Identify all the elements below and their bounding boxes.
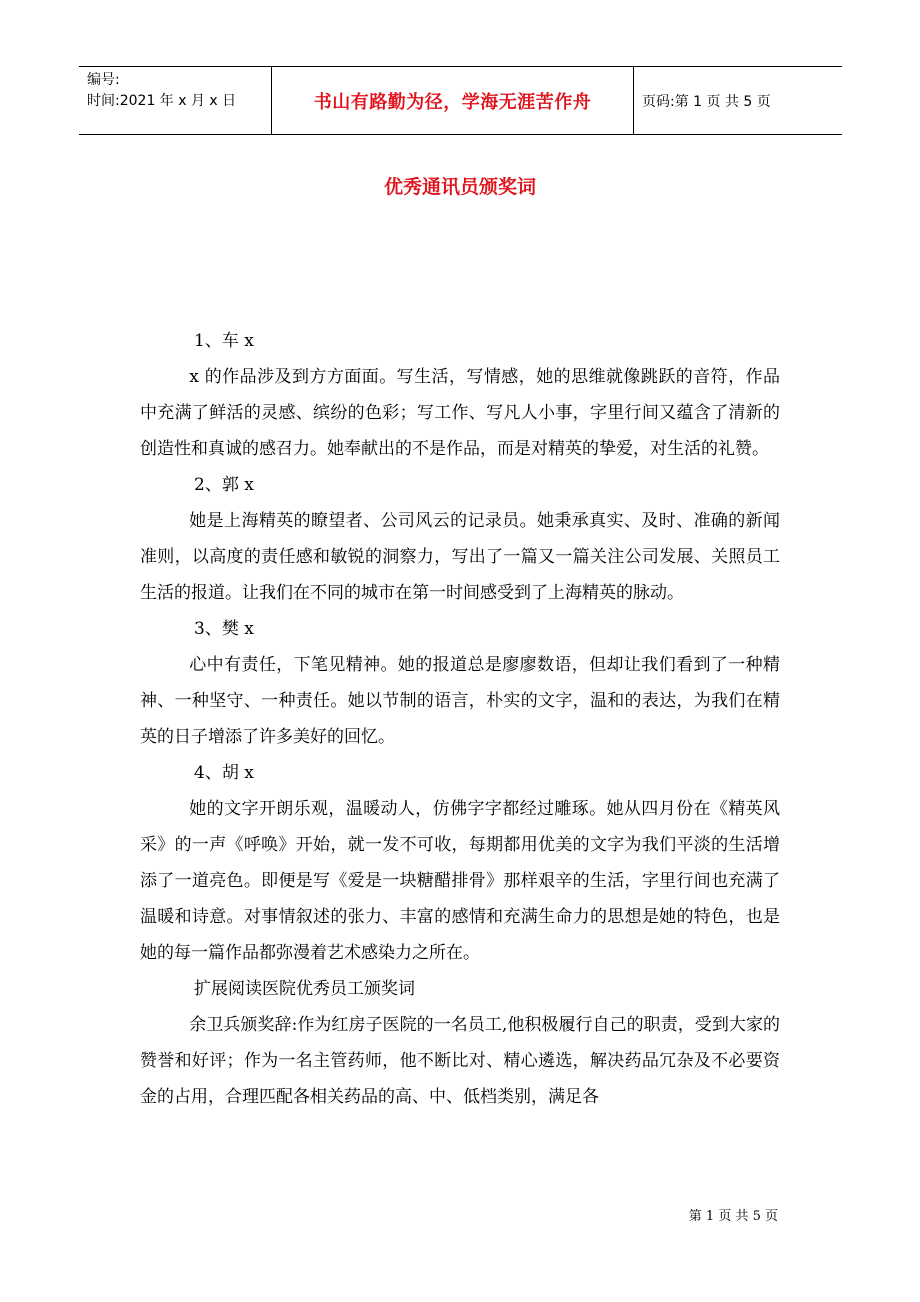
document-body bbox=[140, 323, 780, 1115]
motto-text: 书山有路勤为径，学海无涯苦作舟 bbox=[313, 91, 592, 113]
header-table bbox=[79, 66, 842, 135]
header-motto-cell bbox=[272, 67, 634, 134]
header-page-cell bbox=[634, 67, 842, 134]
page-info: 页码:第 1 页 共 5 页 bbox=[642, 93, 771, 110]
document-title: 优秀通讯员颁奖词 bbox=[383, 176, 536, 198]
section-paragraph-2: 她是上海精英的瞭望者、公司风云的记录员。她秉承真实、及时、准确的新闻准则，以高度的责任感和敏锐的洞察力，写出了一篇又一篇关注公司发展、关照员工生活的报道。让我们在不同的城市在第一时间感受到了上海精英的脉动。 bbox=[140, 511, 780, 603]
section-paragraph-4: 她的文字开朗乐观，温暖动人，仿佛字字都经过雕琢。她从四月份在《精英风采》的一声《呼唤》开始，就一发不可收，每期都用优美的文字为我们平淡的生活增添了一道亮色。即便是写《爱是一块糖醋排骨》那样艰辛的生活，字里行间也充满了温暖和诗意。对事情叙述的张力、丰富的感情和充满生命力的思想是她的特色，也是她的每一篇作品都弥漫着艺术感染力之所在。 bbox=[140, 799, 780, 963]
section-heading-1: 1、车 x bbox=[194, 331, 254, 351]
serial-label: 编号: bbox=[87, 72, 120, 88]
extended-reading-paragraph: 余卫兵颁奖辞:作为红房子医院的一名员工,他积极履行自己的职责，受到大家的赞誉和好评；作为一名主管药师，他不断比对、精心遴选，解决药品冗杂及不必要资金的占用，合理匹配各相关药品的高、中、低档类别，满足各 bbox=[140, 1015, 780, 1107]
time-label: 时间:2021 年 x 月 x 日 bbox=[87, 93, 237, 109]
section-heading-3: 3、樊 x bbox=[194, 619, 254, 639]
section-paragraph-3: 心中有责任，下笔见精神。她的报道总是廖廖数语，但却让我们看到了一种精神、一种坚守、一种责任。她以节制的语言，朴实的文字，温和的表达，为我们在精英的日子增添了许多美好的回忆。 bbox=[140, 655, 780, 747]
extended-reading-heading: 扩展阅读医院优秀员工颁奖词 bbox=[194, 979, 415, 999]
section-paragraph-1: x 的作品涉及到方方面面。写生活，写情感，她的思维就像跳跃的音符，作品中充满了鲜活的灵感、缤纷的色彩；写工作、写凡人小事，字里行间又蕴含了清新的创造性和真诚的感召力。她奉献出的不是作品，而是对精英的挚爱，对生活的礼赞。 bbox=[140, 367, 780, 459]
header-meta-cell bbox=[79, 67, 272, 134]
page-footer: 第 1 页 共 5 页 bbox=[688, 1209, 778, 1224]
section-heading-4: 4、胡 x bbox=[194, 763, 254, 783]
section-heading-2: 2、郭 x bbox=[194, 475, 254, 495]
